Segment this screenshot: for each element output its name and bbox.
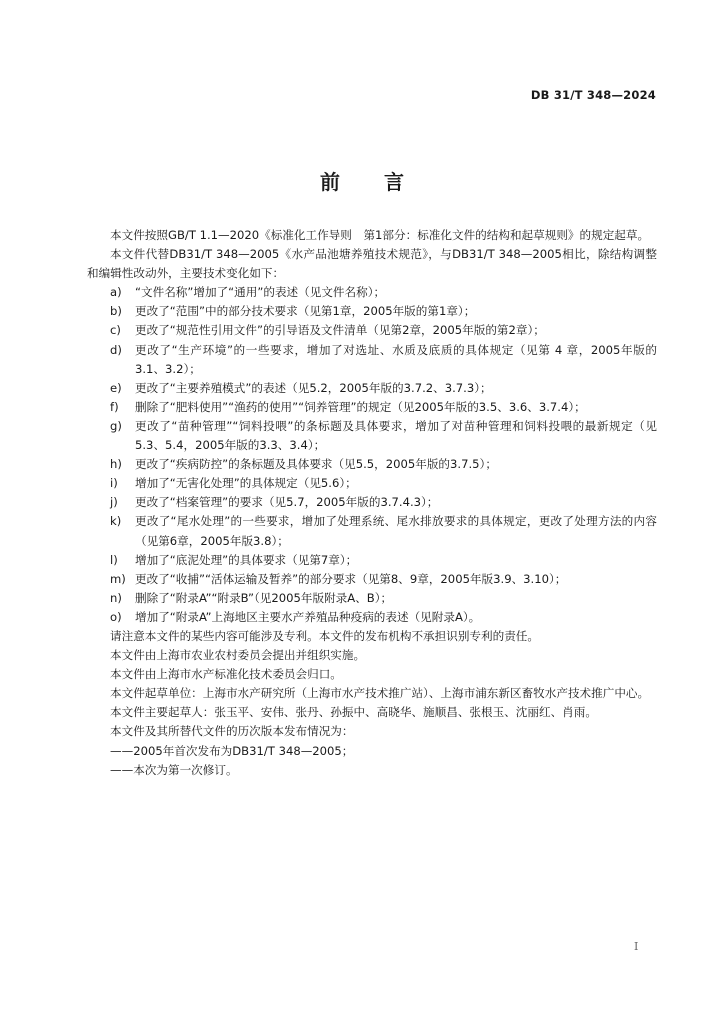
paragraph-drafting-basis: 本文件按照GB/T 1.1—2020《标准化工作导则 第1部分：标准化文件的结构和起草规则》的规定起草。 [110,228,650,242]
list-text: 删除了“附录A”“附录B”（见2005年版附录A、B）； [135,590,393,605]
list-item [87,283,657,302]
list-item [87,493,657,512]
history-item: ——2005年首次发布为DB31/T 348—2005； [110,743,354,758]
history-item: ——本次为第一次修订。 [110,762,238,777]
list-text: 更改了“主要养殖模式”的表述（见5.2，2005年版的3.7.2、3.7.3）； [135,380,492,395]
list-marker: e) [110,380,122,395]
list-marker: i) [110,476,118,491]
title-char-2: 言 [384,170,404,194]
list-text: “文件名称”增加了“通用”的表述（见文件名称）； [135,285,386,300]
list-text: 更改了“档案管理”的要求（见5.7，2005年版的3.7.4.3）； [135,495,439,510]
list-text: 增加了“无害化处理”的具体规定（见5.6）； [135,476,357,491]
paragraph-drafting-units: 本文件起草单位：上海市水产研究所（上海市水产技术推广站）、上海市浦东新区畜牧水产技术推广中心。 [110,686,650,701]
list-text: 增加了“底泥处理”的具体要求（见第7章）； [135,552,358,567]
list-marker: b) [110,304,122,319]
standard-code: DB 31/T 348—2024 [530,88,656,102]
page-number: I [634,940,639,953]
list-item [87,398,657,417]
paragraph-patent-notice: 请注意本文件的某些内容可能涉及专利。本文件的发布机构不承担识别专利的责任。 [110,628,539,643]
paragraph-proposer: 本文件由上海市农业农村委员会提出并组织实施。 [110,648,366,663]
paragraph-drafters: 本文件主要起草人：张玉平、安伟、张丹、孙振中、高晓华、施顺昌、张根玉、沈丽红、肖雨。 [110,705,597,720]
list-text: 增加了“附录A”上海地区主要水产养殖品种疫病的表述（见附录A）。 [135,609,481,624]
list-item [87,512,657,550]
list-item [87,417,657,455]
list-marker: k) [110,514,122,529]
list-marker: m) [110,571,126,586]
list-marker: f) [110,399,119,414]
list-text: 更改了“疾病防控”的条标题及具体要求（见5.5，2005年版的3.7.5）； [135,457,497,472]
list-item [87,570,657,589]
list-item [87,455,657,474]
paragraph-version-history: 本文件及其所替代文件的历次版本发布情况为： [110,724,354,739]
list-marker: c) [110,323,121,338]
title-char-1: 前 [320,170,340,194]
list-text: 删除了“肥料使用”“渔药的使用”“饲养管理”的规定（见2005年版的3.5、3.6、3.7.4）； [135,399,586,414]
list-item [87,474,657,493]
list-marker: g) [110,418,122,433]
list-text: 更改了“苗种管理”“饲料投喂”的条标题及具体要求，增加了对苗种管理和饲料投喂的最新规定（见5.3、5.4，2005年版的3.3、3.4）； [135,418,657,453]
list-item [87,321,657,340]
list-text: 更改了“尾水处理”的一些要求，增加了处理系统、尾水排放要求的具体规定，更改了处理方法的内容（见第6章，2005年版3.8）； [135,514,657,548]
foreword-body [87,226,657,780]
list-marker: j) [110,495,118,510]
list-item [87,379,657,398]
list-marker: n) [110,590,122,605]
changes-list [87,283,657,627]
list-item [87,608,657,627]
list-text: 更改了“收捕”“活体运输及暂养”的部分要求（见第8、9章，2005年版3.9、3.10）； [135,571,567,586]
paragraph-centralized-unit: 本文件由上海市水产标准化技术委员会归口。 [110,667,342,682]
list-marker: h) [110,457,122,472]
list-marker: l) [110,552,118,567]
page-title [0,166,724,195]
list-marker: d) [110,342,122,357]
list-marker: o) [110,609,122,624]
list-item [87,589,657,608]
list-text: 更改了“范围”中的部分技术要求（见第1章，2005年版的第1章）； [135,304,476,319]
list-text: 更改了“生产环境”的一些要求，增加了对选址、水质及底质的具体规定（见第 4 章，2005年版的3.1、3.2）； [135,342,657,376]
list-item [87,341,657,379]
list-item [87,302,657,321]
list-item [87,551,657,570]
paragraph-replacement: 本文件代替DB31/T 348—2005《水产品池塘养殖技术规范》，与DB31/T 348—2005相比，除结构调整和编辑性改动外，主要技术变化如下： [87,247,657,281]
list-marker: a) [110,285,122,300]
list-text: 更改了“规范性引用文件”的引导语及文件清单（见第2章，2005年版的第2章）； [135,323,545,338]
